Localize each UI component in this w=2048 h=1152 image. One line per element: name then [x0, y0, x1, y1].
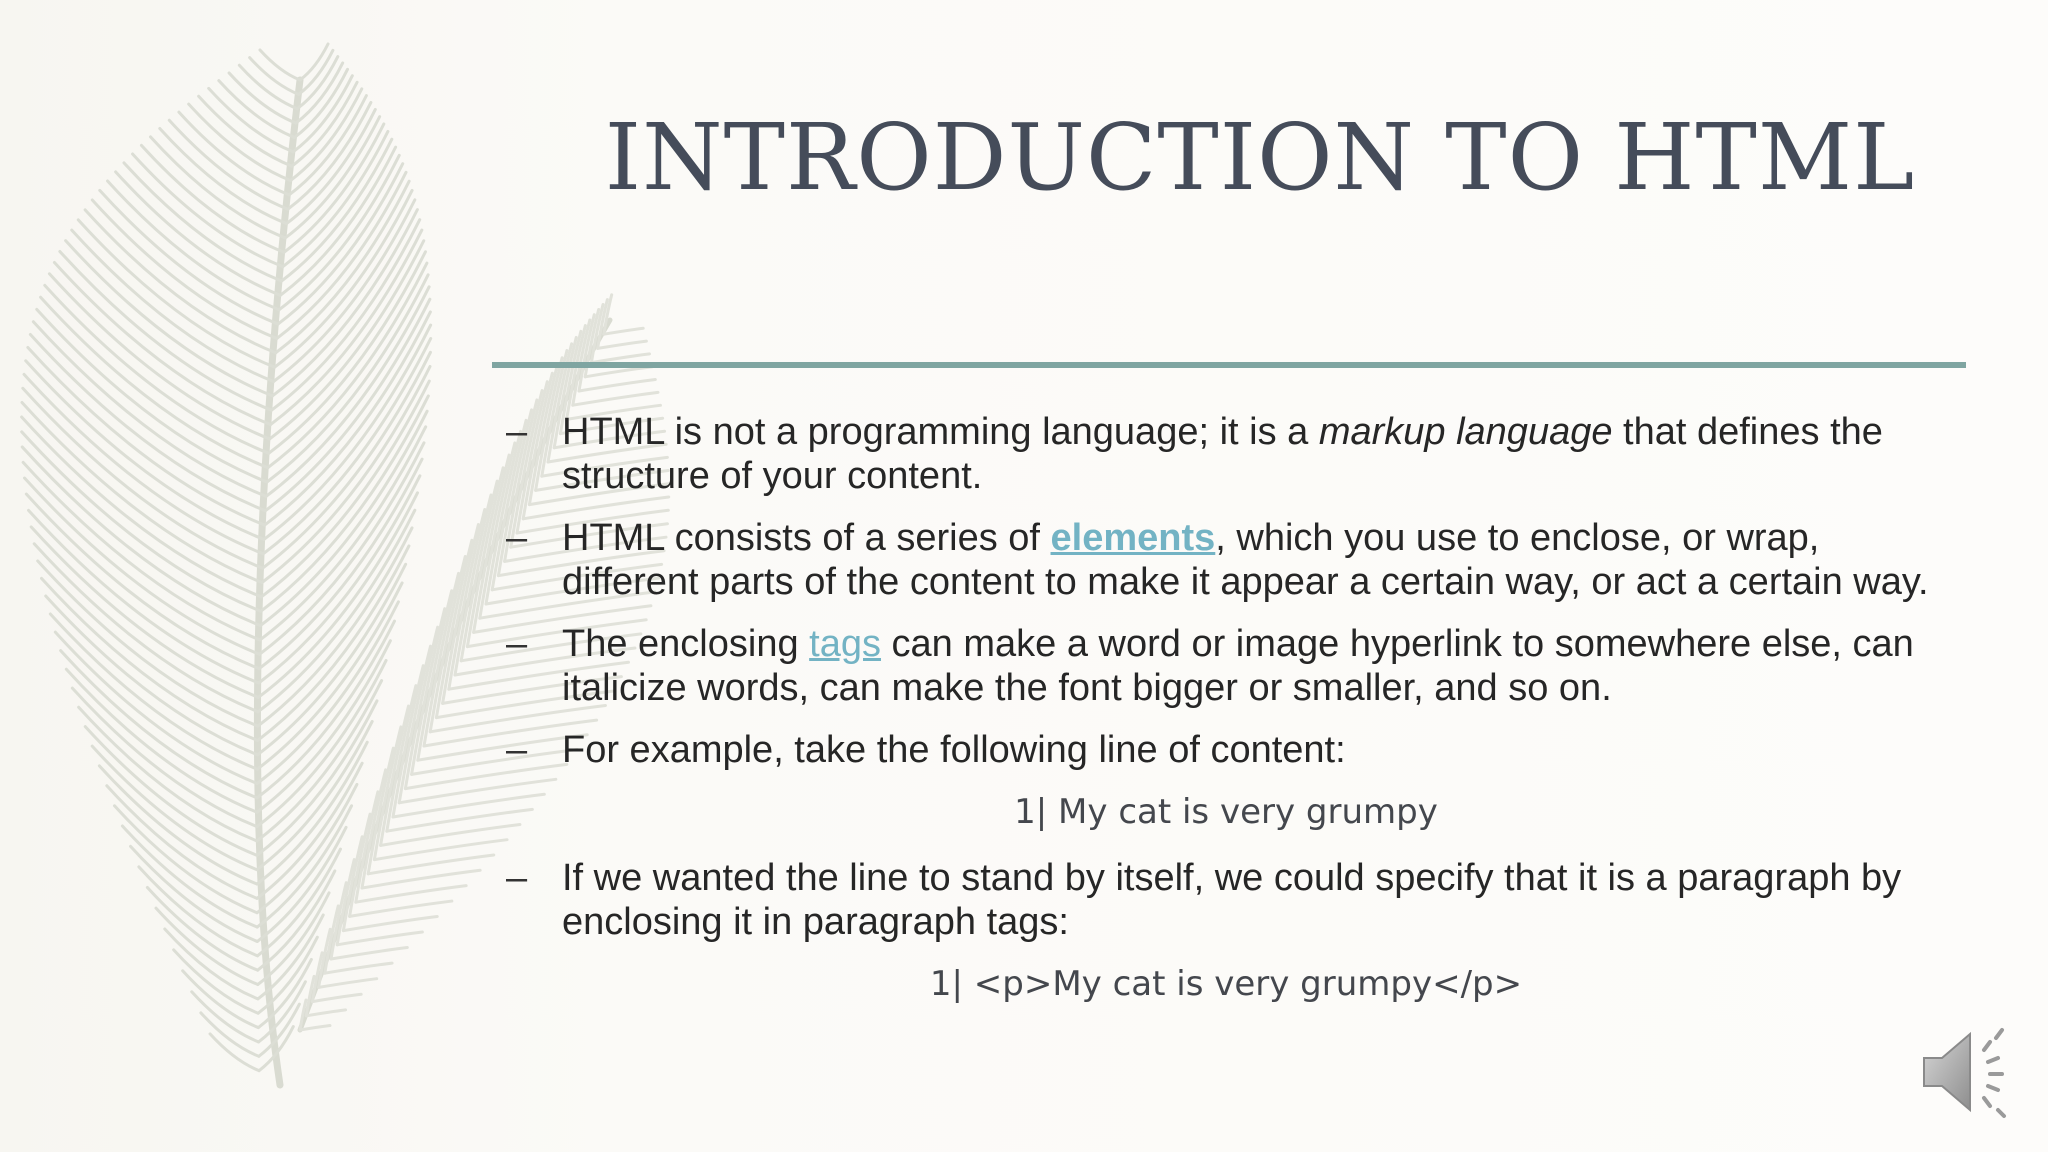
bullet-text: can make a word or image hyperlink to somewhere else, can italicize words, can make the font bigger or smaller, and so on.	[562, 623, 1914, 709]
bullet-text: HTML is not a programming language; it is a	[562, 411, 1319, 453]
title-divider	[492, 362, 1966, 368]
speaker-icon[interactable]	[1918, 1024, 2022, 1120]
bullet-text: For example, take the following line of content:	[562, 729, 1346, 771]
bullet-marker: –	[506, 411, 528, 453]
bullet-item	[506, 410, 1946, 498]
bullet-text: HTML consists of a series of	[562, 517, 1051, 559]
bullet-marker: –	[506, 623, 528, 665]
bullet-item	[506, 728, 1946, 772]
bullet-marker: –	[506, 729, 528, 771]
bullet-item	[506, 622, 1946, 710]
bullet-item	[506, 856, 1946, 944]
code-example: 1| My cat is very grumpy	[1014, 792, 1438, 832]
slide-title: INTRODUCTION TO HTML	[604, 104, 1916, 211]
bullet-marker: –	[506, 517, 528, 559]
bullet-text: , which you use to enclose, or wrap, different parts of the content to make it appear a certain way, or act a certain way.	[562, 517, 1929, 603]
bullet-text: that defines the structure of your content.	[562, 411, 1883, 497]
bullet-text: The enclosing	[562, 623, 810, 665]
bullet-text: If we wanted the line to stand by itself, we could specify that it is a paragraph by enclosing it in paragraph tags:	[562, 857, 1902, 943]
slide-content	[506, 410, 1946, 1028]
bullet-marker: –	[506, 857, 528, 899]
elements-link[interactable]: elements	[1050, 517, 1216, 559]
code-example: 1| <p>My cat is very grumpy</p>	[929, 964, 1523, 1004]
bullet-emphasis: markup language	[1318, 411, 1613, 453]
tags-link[interactable]: tags	[809, 623, 881, 665]
bullet-item	[506, 516, 1946, 604]
